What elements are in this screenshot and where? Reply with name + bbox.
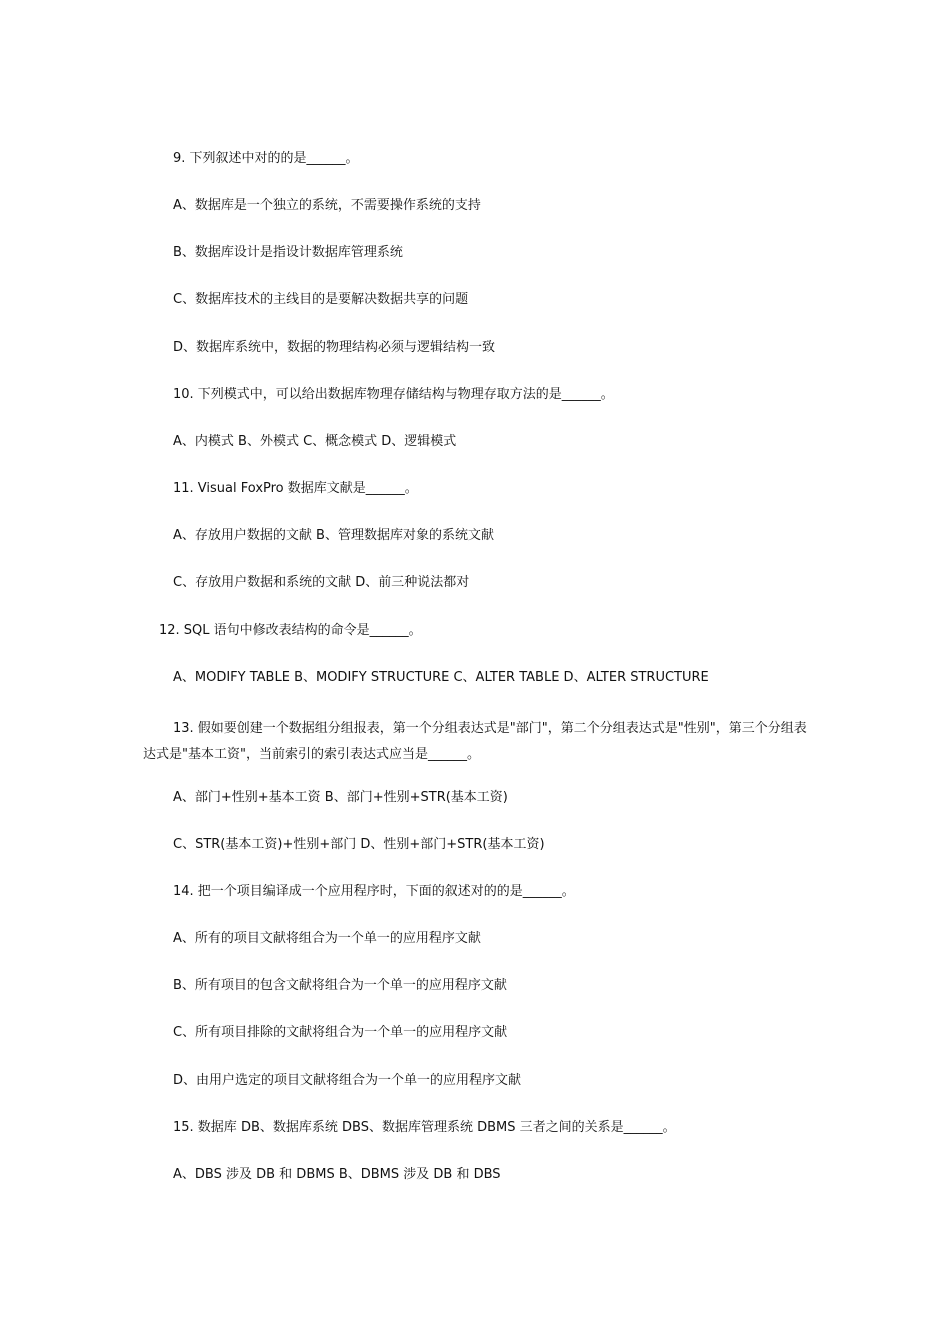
question-12: 12. SQL 语句中修改表结构的命令是______。 [159, 623, 422, 638]
question-9-option-d: D、数据库系统中，数据的物理结构必须与逻辑结构一致 [173, 340, 496, 355]
question-11-options-cd: C、存放用户数据和系统的文献 D、前三种说法都对 [173, 575, 470, 590]
question-11: 11. Visual FoxPro 数据库文献是______。 [173, 481, 418, 496]
question-13-options-ab: A、部门+性别+基本工资 B、部门+性别+STR(基本工资) [173, 790, 508, 805]
question-9-option-a: A、数据库是一个独立的系统，不需要操作系统的支持 [173, 198, 481, 213]
question-14-option-a: A、所有的项目文献将组合为一个单一的应用程序文献 [173, 931, 481, 946]
question-11-options-ab: A、存放用户数据的文献 B、管理数据库对象的系统文献 [173, 528, 494, 543]
question-14: 14. 把一个项目编译成一个应用程序时，下面的叙述对的的是______。 [173, 884, 575, 899]
question-13-options-cd: C、STR(基本工资)+性别+部门 D、性别+部门+STR(基本工资) [173, 837, 545, 852]
question-14-option-b: B、所有项目的包含文献将组合为一个单一的应用程序文献 [173, 978, 507, 993]
question-10-options: A、内模式 B、外模式 C、概念模式 D、逻辑模式 [173, 434, 457, 449]
question-14-option-c: C、所有项目排除的文献将组合为一个单一的应用程序文献 [173, 1025, 508, 1040]
question-14-option-d: D、由用户选定的项目文献将组合为一个单一的应用程序文献 [173, 1073, 522, 1088]
question-13: 13. 假如要创建一个数据组分组报表，第一个分组表达式是"部门"，第二个分组表达式是"性别"，第三个分组表达式是"基本工资"，当前索引的索引表达式应当是______。 [143, 721, 807, 762]
question-15: 15. 数据库 DB、数据库系统 DBS、数据库管理系统 DBMS 三者之间的关系是______。 [173, 1120, 676, 1135]
question-9-option-c: C、数据库技术的主线目的是要解决数据共享的问题 [173, 292, 469, 307]
question-15-options-ab: A、DBS 涉及 DB 和 DBMS B、DBMS 涉及 DB 和 DBS [173, 1167, 501, 1182]
question-9-option-b: B、数据库设计是指设计数据库管理系统 [173, 245, 403, 260]
question-9: 9. 下列叙述中对的的是______。 [173, 151, 359, 166]
question-10: 10. 下列模式中，可以给出数据库物理存储结构与物理存取方法的是______。 [173, 387, 614, 402]
question-12-options: A、MODIFY TABLE B、MODIFY STRUCTURE C、ALTER TABLE D、ALTER STRUCTURE [173, 670, 709, 685]
